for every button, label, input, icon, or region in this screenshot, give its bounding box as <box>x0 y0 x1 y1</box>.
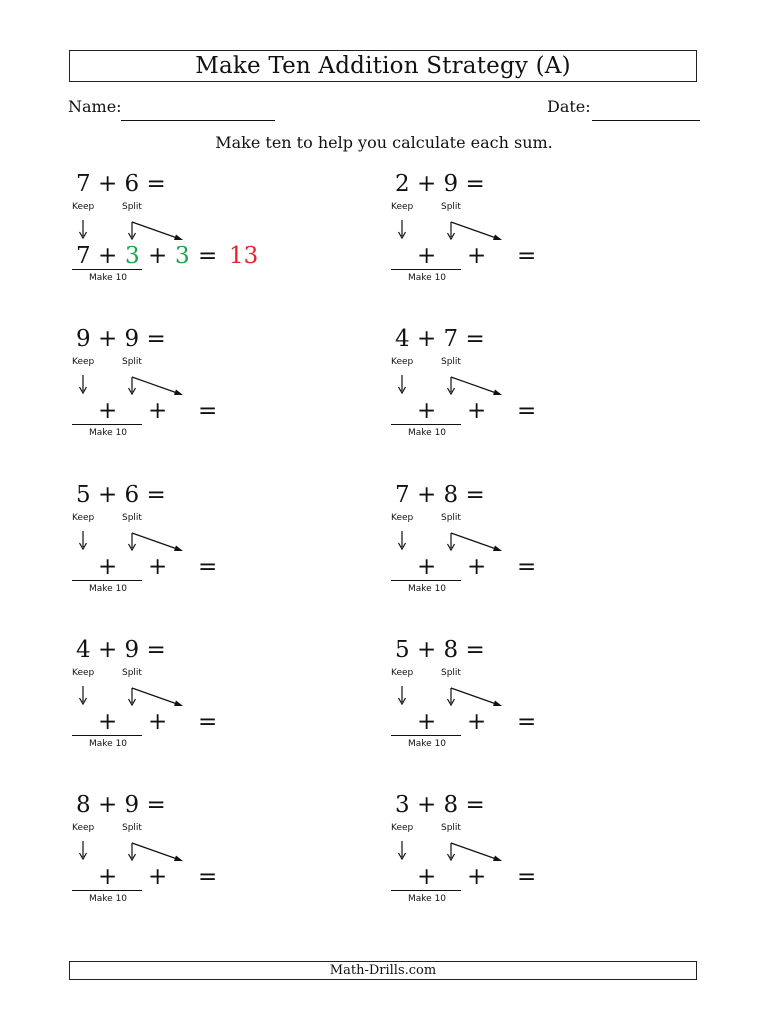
plus-sign: + <box>148 398 168 424</box>
plus-sign: + <box>417 554 437 580</box>
split-branch-arrowhead <box>493 390 502 396</box>
footer: Math-Drills.com <box>69 961 697 980</box>
equals-sign: = <box>517 243 537 269</box>
plus-sign: + <box>98 398 118 424</box>
problem-expression: 5 + 8 = <box>395 637 485 663</box>
split-branch-arrowhead <box>174 546 183 552</box>
make10-underline <box>391 269 461 270</box>
problem-6 <box>389 481 689 621</box>
split-branch-arrowhead <box>493 701 502 707</box>
problem-expression: 4 + 7 = <box>395 326 485 352</box>
plus-sign: + <box>148 243 168 269</box>
equals-sign: = <box>198 398 218 424</box>
name-field[interactable] <box>121 120 275 121</box>
split-branch-arrowhead <box>493 856 502 862</box>
split-part-1: 3 <box>125 243 140 269</box>
problem-expression: 3 + 8 = <box>395 792 485 818</box>
split-branch <box>132 533 180 550</box>
split-branch <box>451 533 499 550</box>
equals-sign: = <box>198 554 218 580</box>
make10-underline <box>72 269 142 270</box>
date-label: Date: <box>547 97 591 116</box>
keep-split-arrows <box>389 831 529 881</box>
problem-expression: 7 + 6 = <box>76 171 166 197</box>
problem-expression: 4 + 9 = <box>76 637 166 663</box>
split-label: Split <box>441 513 461 523</box>
plus-sign: + <box>417 398 437 424</box>
plus-sign: + <box>467 398 487 424</box>
problem-1 <box>70 170 370 310</box>
make10-underline <box>391 735 461 736</box>
split-branch <box>451 222 499 239</box>
equals-sign: = <box>517 709 537 735</box>
make10-underline <box>72 735 142 736</box>
keep-split-arrows <box>70 365 210 415</box>
plus-sign: + <box>148 709 168 735</box>
plus-sign: + <box>417 864 437 890</box>
problem-3 <box>70 325 370 465</box>
problem-4 <box>389 325 689 465</box>
make10-label: Make 10 <box>408 739 447 749</box>
answer: 13 <box>229 243 259 269</box>
plus-sign: + <box>98 243 118 269</box>
equals-sign: = <box>517 864 537 890</box>
plus-sign: + <box>148 864 168 890</box>
split-branch <box>451 377 499 394</box>
make10-label: Make 10 <box>89 273 128 283</box>
split-label: Split <box>122 202 142 212</box>
make10-label: Make 10 <box>89 739 128 749</box>
problem-5 <box>70 481 370 621</box>
equals-sign: = <box>198 243 218 269</box>
split-branch-arrowhead <box>493 235 502 241</box>
keep-label: Keep <box>391 823 414 833</box>
equals-sign: = <box>517 554 537 580</box>
make10-underline <box>72 890 142 891</box>
problem-7 <box>70 636 370 776</box>
problem-expression: 9 + 9 = <box>76 326 166 352</box>
split-label: Split <box>441 823 461 833</box>
plus-sign: + <box>467 554 487 580</box>
problem-2 <box>389 170 689 310</box>
split-branch <box>132 688 180 705</box>
make10-underline <box>391 424 461 425</box>
equals-sign: = <box>517 398 537 424</box>
plus-sign: + <box>148 554 168 580</box>
problem-10 <box>389 791 689 931</box>
make10-underline <box>391 890 461 891</box>
split-label: Split <box>441 668 461 678</box>
keep-split-arrows <box>389 365 529 415</box>
keep-split-arrows <box>389 521 529 571</box>
kept-number: 7 <box>76 243 91 269</box>
keep-label: Keep <box>72 668 95 678</box>
make10-underline <box>72 580 142 581</box>
make10-label: Make 10 <box>89 584 128 594</box>
split-label: Split <box>122 513 142 523</box>
plus-sign: + <box>98 554 118 580</box>
keep-split-arrows <box>70 831 210 881</box>
split-branch-arrowhead <box>174 235 183 241</box>
plus-sign: + <box>98 709 118 735</box>
instructions: Make ten to help you calculate each sum. <box>215 133 553 152</box>
keep-label: Keep <box>391 202 414 212</box>
keep-split-arrows <box>389 676 529 726</box>
plus-sign: + <box>417 709 437 735</box>
plus-sign: + <box>98 864 118 890</box>
split-label: Split <box>441 202 461 212</box>
keep-label: Keep <box>72 513 95 523</box>
equals-sign: = <box>198 864 218 890</box>
make10-label: Make 10 <box>89 894 128 904</box>
make10-underline <box>391 580 461 581</box>
make10-label: Make 10 <box>408 273 447 283</box>
plus-sign: + <box>467 243 487 269</box>
keep-label: Keep <box>391 357 414 367</box>
keep-label: Keep <box>72 823 95 833</box>
make10-label: Make 10 <box>89 428 128 438</box>
split-part-2: 3 <box>175 243 190 269</box>
problem-expression: 5 + 6 = <box>76 482 166 508</box>
split-branch-arrowhead <box>174 390 183 396</box>
make10-label: Make 10 <box>408 894 447 904</box>
date-field[interactable] <box>592 120 700 121</box>
keep-label: Keep <box>391 668 414 678</box>
name-label: Name: <box>68 97 122 116</box>
problem-8 <box>389 636 689 776</box>
keep-split-arrows <box>389 210 529 260</box>
split-branch <box>451 688 499 705</box>
split-branch <box>132 222 180 239</box>
split-label: Split <box>122 668 142 678</box>
worksheet-title: Make Ten Addition Strategy (A) <box>69 50 697 82</box>
keep-label: Keep <box>72 357 95 367</box>
split-label: Split <box>122 823 142 833</box>
split-branch <box>451 843 499 860</box>
split-label: Split <box>441 357 461 367</box>
keep-split-arrows <box>70 521 210 571</box>
problem-expression: 7 + 8 = <box>395 482 485 508</box>
split-branch-arrowhead <box>493 546 502 552</box>
split-branch-arrowhead <box>174 856 183 862</box>
problem-expression: 8 + 9 = <box>76 792 166 818</box>
plus-sign: + <box>467 864 487 890</box>
equals-sign: = <box>198 709 218 735</box>
keep-split-arrows <box>70 676 210 726</box>
keep-label: Keep <box>72 202 95 212</box>
plus-sign: + <box>417 243 437 269</box>
problem-9 <box>70 791 370 931</box>
problem-expression: 2 + 9 = <box>395 171 485 197</box>
make10-label: Make 10 <box>408 584 447 594</box>
keep-label: Keep <box>391 513 414 523</box>
make10-underline <box>72 424 142 425</box>
split-branch <box>132 843 180 860</box>
plus-sign: + <box>467 709 487 735</box>
split-label: Split <box>122 357 142 367</box>
split-branch <box>132 377 180 394</box>
make10-label: Make 10 <box>408 428 447 438</box>
split-branch-arrowhead <box>174 701 183 707</box>
